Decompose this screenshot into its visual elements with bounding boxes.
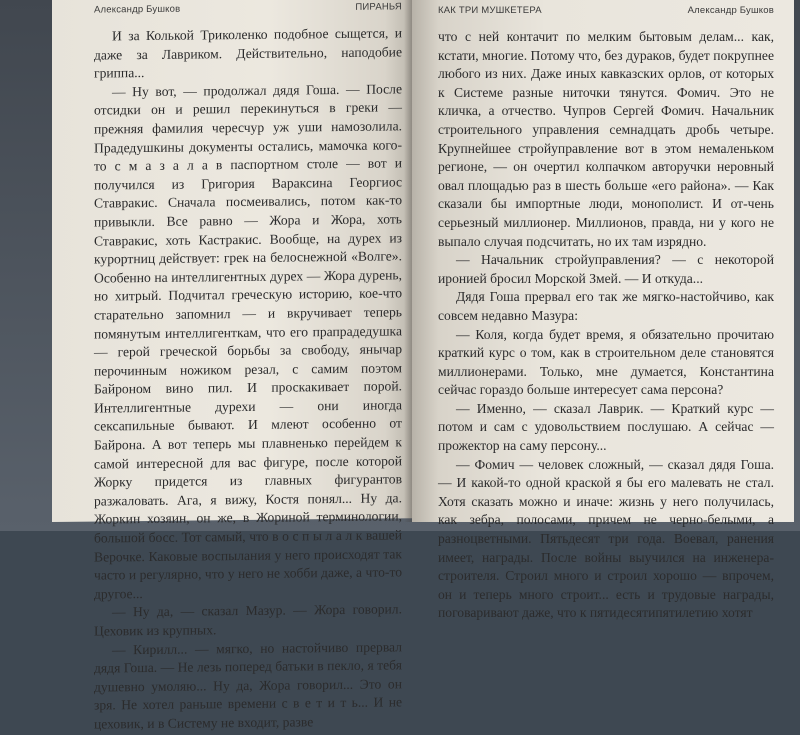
right-paragraph: — Коля, когда будет время, я обязательно прочитаю краткий курс о том, как в строительном деле становятся миллионерами. Только, мне думается, Константина сейчас гораздо больше интересует сама персона?: [438, 326, 774, 398]
right-paragraph: — Именно, — сказал Лаврик. — Краткий курс — потом и сам с удовольствием послушаю. А сейчас — прожектор на саму персону...: [438, 400, 774, 454]
left-paragraph: — Ну вот, — продолжал дядя Гоша. — После отсидки он и решил перекинуться в греки — прежняя фамилия чересчур уж уши намозолила. Прадедушкины документы остались, мамочка кого-то с м а з а л а в паспортном столе — вот и получился из Григория Варaксина Георгиос Ставракис. Сначала посмеивались, потом как-то привыкли. Все равно — Жора и Жора, хоть Ставракис, хоть Кастракис. Вообще, на дурех из курортниц действует: грек на белоснежной «Волге». Особенно на интеллигентных дурех — Жора дурень, но хитрый. Подчитал греческую историю, кое-что старательно запомнил — и вкручивает теперь помянутым интеллигенткам, что его прапрадедушка — герой греческой борьбы за свободу, янычар перочинным ножиком резал, с самим поэтом Байроном вино пил. И проскакивает порой. Интеллигентные дурехи — они иногда сексапильные бывают. И млеют особенно от Байрона. А вот теперь мы плавненько перейдем к самой интересной для вас фигуре, после которой Жорку придется из главных фигурантов разжаловать. Ага, я вижу, Костя понял... Ну да. Жоркин хозяин, он же, в Жориной терминологии, большой босс. Тот самый, что в о с п ы л а л к вашей Верочке. Каковые воспылания у него происходят так часто и регулярно, что у него не хобби даже, а что-то другое...: [94, 81, 402, 602]
right-running-head: [438, 4, 774, 18]
right-body-text: [438, 28, 774, 623]
right-header-author: Александр Бушков: [687, 5, 774, 16]
left-header-author: Александр Бушков: [94, 3, 181, 16]
right-paragraph: — Фомич — человек сложный, — сказал дядя Гоша. — И какой-то одной краской я бы его малевать не стал. Хотя сказать можно и иначе: жизнь у него получилась, как зебра, полосами, причем не черно-белыми, а разноцветными. Пятьдесят три года. Воевал, ранения имеет, награды. После войны выучился на инженера-строителя. Строил много и строил хорошо — впрочем, он и теперь много строит... есть и трудовые награды, поговаривают даже, что к пятидесятипятилетию хотят: [438, 456, 774, 621]
left-paragraph: — Ну да, — сказал Мазур. — Жора говорил. Цеховик из крупных.: [94, 601, 402, 639]
right-header-title: КАК ТРИ МУШКЕТЕРА: [438, 5, 542, 16]
right-paragraph: что с ней контачит по мелким бытовым делам... как, кстати, многие. Потому что, без дураков, будет покрупнее любого из них. Даже иных кавказских орлов, от которых к Системе разные ниточки тянутся. Фомич. Это не кличка, а отчество. Чупров Сергей Фомич. Начальник строительного управления семнадцать дробь четыре. Крупнейшее стройуправление вот в этом немаленьком регионе, — он очертил колпачком авторучки неровный овал площадью раз в шесть больше «его района». — Как сказали бы импортные люди, монополист. И от-чень серьезный миллионер. Миллионов, правда, ни у кого не выпало случая подсчитать, но их там изрядно.: [438, 29, 774, 249]
left-body-text: [94, 24, 402, 734]
right-paragraph: Дядя Гоша прервал его так же мягко-настойчиво, как совсем недавно Мазура:: [438, 289, 774, 323]
right-page: [412, 0, 794, 621]
left-paragraph: И за Колькой Триколенко подобное сыщется, и даже за Лавриком. Действительно, наподобие гриппа...: [94, 25, 402, 81]
left-header-title: ПИРАНЬЯ: [355, 1, 402, 13]
left-running-head: [94, 0, 402, 17]
right-paragraph: — Начальник стройуправления? — с некоторой иронией бросил Морской Змей. — И откуда...: [438, 252, 774, 286]
left-paragraph: — Кирилл... — мягко, но настойчиво прервал дядя Гоша. — Не лезь поперед батьки в пекло, я тебя душевно умоляю... Ну да, Жора говорил... Это он зря. Не хотел раньше времени с в е т и т ь... И не цеховик, и в Систему не входит, разве: [94, 638, 402, 732]
left-page: [52, 0, 414, 732]
